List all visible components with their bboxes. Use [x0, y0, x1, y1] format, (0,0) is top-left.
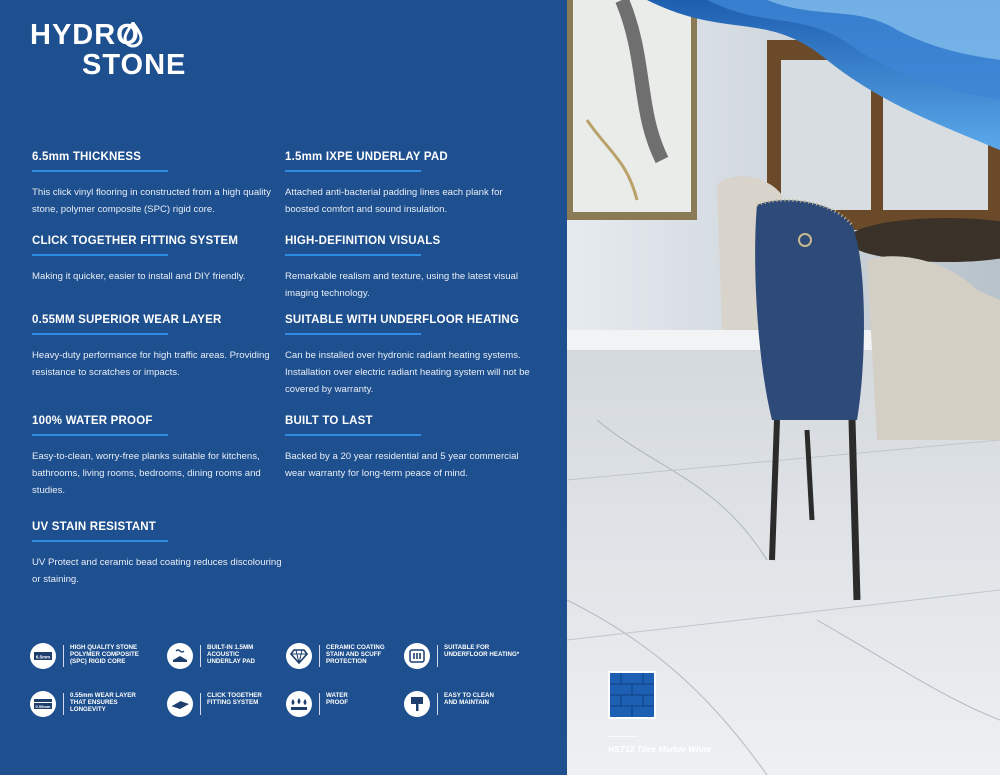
feature-title: UV STAIN RESISTANT [32, 521, 156, 533]
thickness-badge: 6.5mm [35, 654, 51, 660]
feature-block [32, 521, 282, 588]
feature-block [32, 415, 282, 499]
feature-text: Can be installed over hydronic radiant heating systems. Installation over electric radiant heating system will not be covered by warranty. [285, 350, 530, 395]
thickness-icon [30, 643, 56, 669]
dining-room-illustration [567, 0, 1000, 775]
brand-line-1: HYDRO [30, 19, 140, 51]
feature-text: Making it quicker, easier to install and DIY friendly. [32, 271, 246, 282]
brand-logo [30, 18, 210, 88]
wear-badge: 0.55mm [35, 704, 51, 709]
feature-rule [32, 434, 168, 436]
feature-block [32, 151, 282, 218]
icon-badge-row [30, 643, 560, 723]
feature-text: Heavy-duty performance for high traffic areas. Providing resistance to scratches or impacts. [32, 350, 270, 378]
feature-text: Backed by a 20 year residential and 5 year commercial wear warranty for long-term peace of mind. [285, 451, 519, 479]
feature-text: Easy-to-clean, worry-free planks suitable for kitchens, bathrooms, living rooms, bedrooms, dining rooms and studies. [32, 451, 261, 496]
feature-title: CLICK TOGETHER FITTING SYSTEM [32, 235, 239, 247]
water-drop-logo-icon [122, 22, 144, 48]
product-caption: HST12 Tiles Marble White [608, 744, 712, 754]
brand-line-2: STONE [82, 49, 187, 81]
feature-title: 1.5mm IXPE UNDERLAY PAD [285, 151, 448, 163]
feature-rule [285, 254, 421, 256]
feature-text: This click vinyl flooring in constructed from a high quality stone, polymer composite (SPC) rigid core. [32, 187, 271, 215]
product-swatch [608, 671, 656, 719]
feature-text: Remarkable realism and texture, using the latest visual imaging technology. [285, 271, 519, 299]
icon-badge-text: SUITABLE FOR UNDERFLOOR HEATING* [444, 644, 520, 658]
diamond-icon [286, 643, 312, 669]
room-photo [567, 0, 1000, 775]
feature-text: Attached anti-bacterial padding lines each plank for boosted comfort and sound insulation. [285, 187, 503, 215]
icon-badge-text: EASY TO CLEAN AND MAINTAIN [444, 692, 494, 706]
icon-badge-text: WATER PROOF [326, 692, 349, 706]
feature-text: UV Protect and ceramic bead coating reduces discolouring or staining. [32, 557, 282, 585]
feature-title: BUILT TO LAST [285, 415, 373, 427]
click-fit-icon [167, 691, 193, 717]
water-drops-icon [286, 691, 312, 717]
feature-rule [285, 170, 421, 172]
feature-rule [32, 333, 168, 335]
feature-rule [285, 434, 421, 436]
wear-layer-icon [30, 691, 56, 717]
heating-icon [404, 643, 430, 669]
feature-block [285, 415, 535, 482]
icon-badge-text: BUILT-IN 1.5MM ACOUSTIC UNDERLAY PAD [207, 644, 256, 665]
icon-badge-text: 0.55mm WEAR LAYER THAT ENSURES LONGEVITY [70, 692, 136, 713]
feature-rule [285, 333, 421, 335]
feature-block [285, 151, 535, 218]
caption-rule [608, 736, 638, 737]
feature-block [285, 314, 535, 398]
feature-title: SUITABLE WITH UNDERFLOOR HEATING [285, 314, 520, 326]
feature-block [32, 314, 282, 381]
feature-title: 0.55MM SUPERIOR WEAR LAYER [32, 314, 222, 326]
underlay-icon [167, 643, 193, 669]
icon-badge-text: HIGH QUALITY STONE POLYMER COMPOSITE (SPC) RIGID CORE [70, 644, 139, 665]
mop-icon [404, 691, 430, 717]
feature-rule [32, 170, 168, 172]
feature-title: 100% WATER PROOF [32, 415, 153, 427]
feature-rule [32, 540, 168, 542]
feature-block [285, 235, 535, 302]
icon-badge-text: CLICK TOGETHER FITTING SYSTEM [207, 692, 262, 706]
feature-rule [32, 254, 168, 256]
feature-block [32, 235, 282, 285]
icon-badge-text: CERAMIC COATING STAIN AND SCUFF PROTECTION [326, 644, 385, 665]
feature-title: 6.5mm THICKNESS [32, 151, 142, 163]
feature-title: HIGH-DEFINITION VISUALS [285, 235, 441, 247]
